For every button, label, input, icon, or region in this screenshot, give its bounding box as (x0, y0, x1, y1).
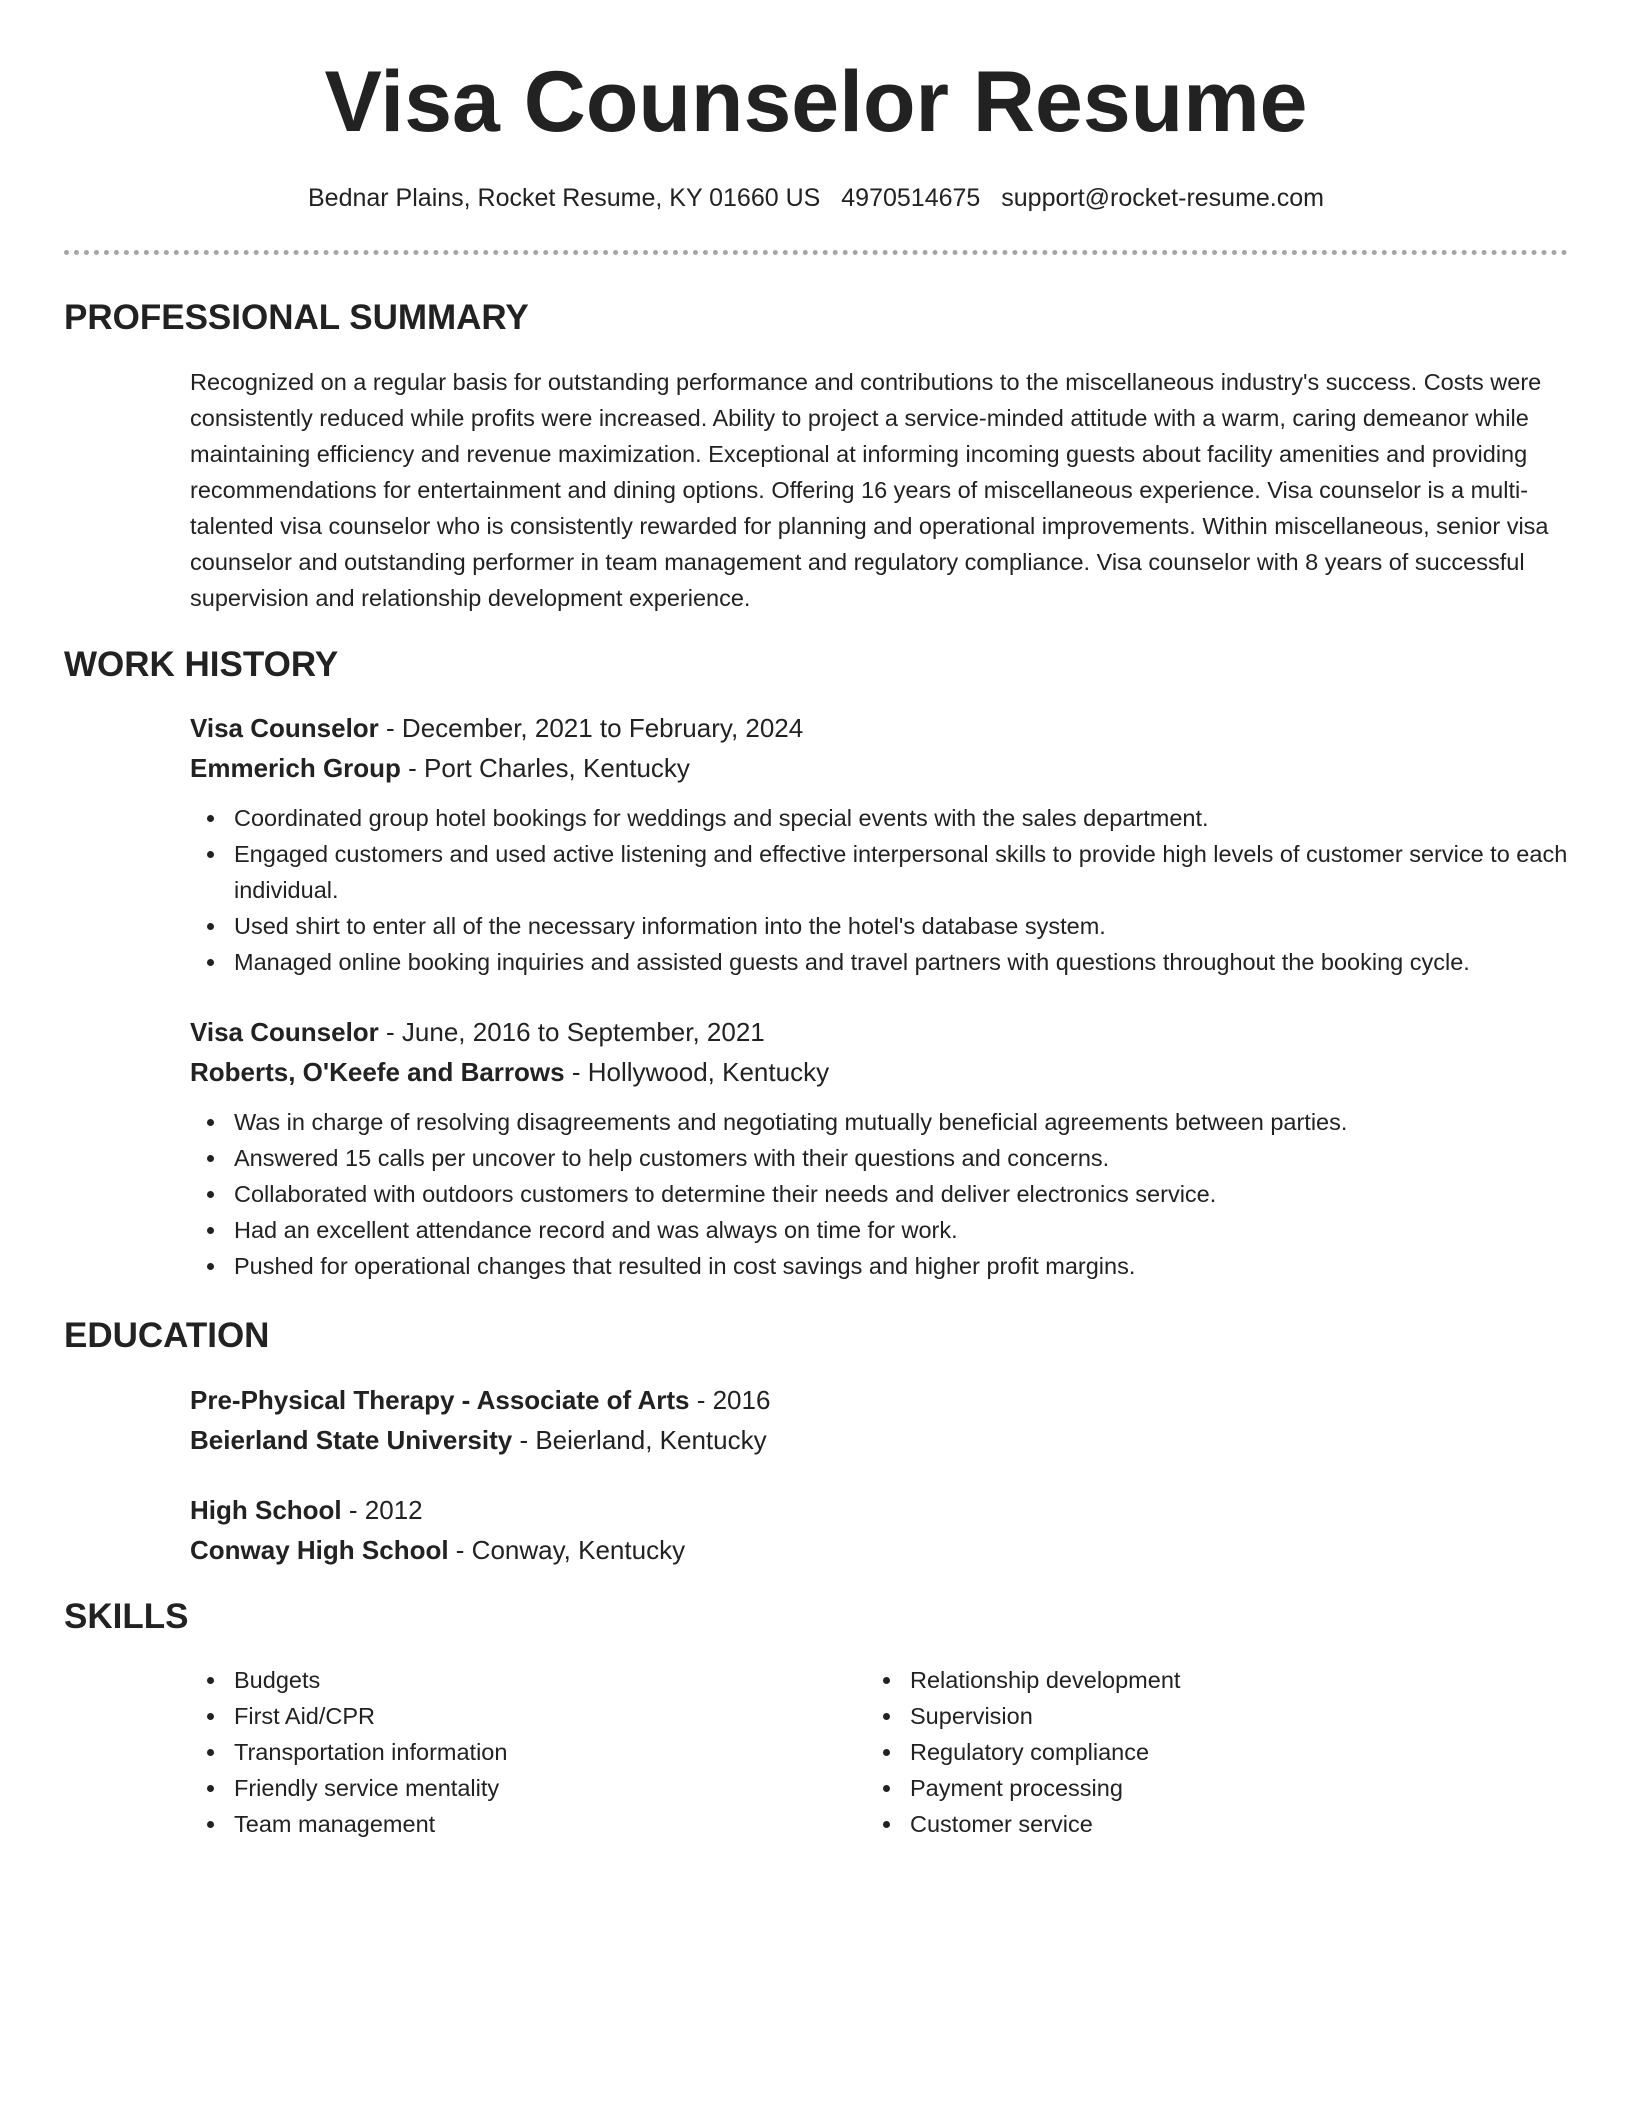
skills-column-left (190, 1662, 850, 1842)
skill-item: Supervision (910, 1698, 1526, 1734)
job-dates: - June, 2016 to September, 2021 (378, 1017, 765, 1047)
job-entry-2 (190, 1012, 1570, 1284)
job-company: Roberts, O'Keefe and Barrows (190, 1057, 565, 1087)
job-title-line (190, 1012, 1570, 1052)
skills-list-right (866, 1662, 1526, 1842)
summary-heading: PROFESSIONAL SUMMARY (64, 298, 529, 337)
contact-line (0, 180, 1632, 216)
degree-year: - 2016 (689, 1385, 771, 1415)
degree-line (190, 1490, 1570, 1530)
degree-line (190, 1380, 1570, 1420)
job-company: Emmerich Group (190, 753, 401, 783)
contact-phone: 4970514675 (841, 184, 981, 212)
skill-item: Relationship development (910, 1662, 1526, 1698)
job-location: - Hollywood, Kentucky (564, 1057, 830, 1087)
job-company-line (190, 748, 1570, 788)
education-heading: EDUCATION (64, 1316, 270, 1355)
contact-address: Bednar Plains, Rocket Resume, KY 01660 US (308, 184, 821, 212)
resume-title: Visa Counselor Resume (324, 54, 1308, 150)
school: Conway High School (190, 1535, 449, 1565)
work-history-heading: WORK HISTORY (64, 645, 339, 684)
list-item: Engaged customers and used active listening and effective interpersonal skills to provide high levels of customer service to each individual. (234, 836, 1570, 908)
header-divider (64, 250, 1568, 255)
job-company-line (190, 1052, 1570, 1092)
education-entry-2 (190, 1490, 1570, 1570)
job-title-line (190, 708, 1570, 748)
skill-item: Regulatory compliance (910, 1734, 1526, 1770)
job-location: - Port Charles, Kentucky (400, 753, 690, 783)
list-item: Was in charge of resolving disagreements and negotiating mutually beneficial agreements between parties. (234, 1104, 1570, 1140)
job-title: Visa Counselor (190, 713, 379, 743)
skill-item: Customer service (910, 1806, 1526, 1842)
skill-item: Payment processing (910, 1770, 1526, 1806)
skill-item: Friendly service mentality (234, 1770, 850, 1806)
school-location: - Beierland, Kentucky (512, 1425, 767, 1455)
list-item: Pushed for operational changes that resulted in cost savings and higher profit margins. (234, 1248, 1570, 1284)
school-line (190, 1420, 1570, 1460)
list-item: Collaborated with outdoors customers to determine their needs and deliver electronics service. (234, 1176, 1570, 1212)
contact-email: support@rocket-resume.com (1001, 184, 1324, 212)
skill-item: First Aid/CPR (234, 1698, 850, 1734)
job-bullets (190, 800, 1570, 980)
school: Beierland State University (190, 1425, 513, 1455)
degree: High School (190, 1495, 342, 1525)
list-item: Managed online booking inquiries and assisted guests and travel partners with questions throughout the booking cycle. (234, 944, 1570, 980)
school-location: - Conway, Kentucky (448, 1535, 686, 1565)
job-entry-1 (190, 708, 1570, 980)
skill-item: Transportation information (234, 1734, 850, 1770)
skills-heading: SKILLS (64, 1597, 189, 1636)
education-entry-1 (190, 1380, 1570, 1460)
school-line (190, 1530, 1570, 1570)
job-title: Visa Counselor (190, 1017, 379, 1047)
list-item: Answered 15 calls per uncover to help customers with their questions and concerns. (234, 1140, 1570, 1176)
list-item: Used shirt to enter all of the necessary information into the hotel's database system. (234, 908, 1570, 944)
skills-list-left (190, 1662, 850, 1842)
job-bullets (190, 1104, 1570, 1284)
skills-column-right (866, 1662, 1526, 1842)
skill-item: Budgets (234, 1662, 850, 1698)
skill-item: Team management (234, 1806, 850, 1842)
degree-year: - 2012 (341, 1495, 423, 1525)
job-dates: - December, 2021 to February, 2024 (378, 713, 804, 743)
list-item: Coordinated group hotel bookings for weddings and special events with the sales department. (234, 800, 1570, 836)
summary-section (190, 364, 1570, 616)
summary-text: Recognized on a regular basis for outstanding performance and contributions to the miscellaneous industry's success. Costs were consistently reduced while profits were increased. Ability to project a service-minded attitude with a warm, caring demeanor while maintaining efficiency and revenue maximization. Exceptional at informing incoming guests about facility amenities and providing recommendations for entertainment and dining options. Offering 16 years of miscellaneous experience. Visa counselor is a multi-talented visa counselor who is consistently rewarded for planning and operational improvements. Within miscellaneous, senior visa counselor and outstanding performer in team management and regulatory compliance. Visa counselor with 8 years of successful supervision and relationship development experience. (190, 369, 1549, 611)
degree: Pre-Physical Therapy - Associate of Arts (190, 1385, 690, 1415)
list-item: Had an excellent attendance record and was always on time for work. (234, 1212, 1570, 1248)
